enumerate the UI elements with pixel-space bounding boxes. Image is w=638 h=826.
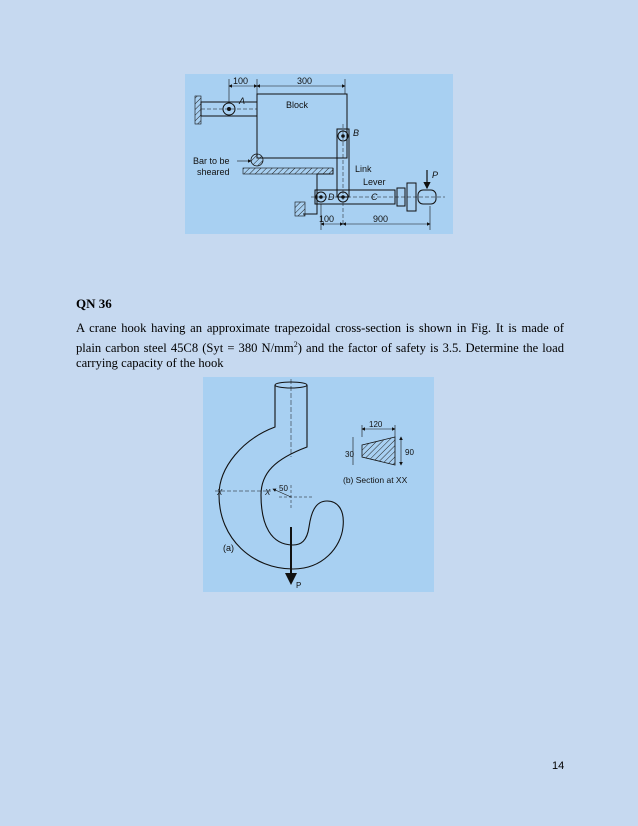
- label-lever: Lever: [363, 177, 386, 187]
- dim-90: 90: [405, 448, 414, 457]
- label-a-view: (a): [223, 543, 234, 553]
- dim-30: 30: [345, 450, 354, 459]
- radius-50: 50: [279, 484, 288, 493]
- label-p-load: P: [296, 581, 302, 590]
- dim-100-top: 100: [233, 76, 249, 86]
- question-text: [76, 321, 564, 372]
- label-p-force: P: [432, 170, 439, 180]
- label-d: D: [328, 192, 335, 202]
- dim-100-bottom: 100: [319, 214, 335, 224]
- label-x-right: X: [265, 488, 271, 497]
- label-x-left: X: [217, 488, 223, 497]
- dim-900-bottom: 900: [373, 214, 389, 224]
- crane-hook-figure: [203, 377, 434, 592]
- page-number: 14: [552, 760, 565, 772]
- dim-300-top: 300: [297, 76, 313, 86]
- question-superscript: 2: [293, 339, 298, 349]
- shear-mechanism-figure: [185, 74, 453, 234]
- question-number: QN 36: [76, 296, 112, 311]
- question-text-part2: ) and the factor of safety is 3.5. Determine the load carrying capacity of the hook: [76, 340, 564, 371]
- label-b: B: [353, 128, 360, 138]
- label-c: C: [371, 192, 378, 202]
- section-caption: (b) Section at XX: [343, 475, 408, 485]
- label-block: Block: [286, 100, 309, 110]
- label-bar-line2: sheared: [197, 167, 230, 177]
- label-link: Link: [355, 164, 372, 174]
- label-bar-line1: Bar to be: [193, 156, 230, 166]
- dim-120: 120: [369, 420, 383, 429]
- label-a: A: [239, 96, 246, 106]
- question-text-part1: A crane hook having an approximate trapezoidal cross-section is shown in Fig. It is made of plain carbon steel 45C8 (Syt = 380 N/mm: [76, 321, 564, 355]
